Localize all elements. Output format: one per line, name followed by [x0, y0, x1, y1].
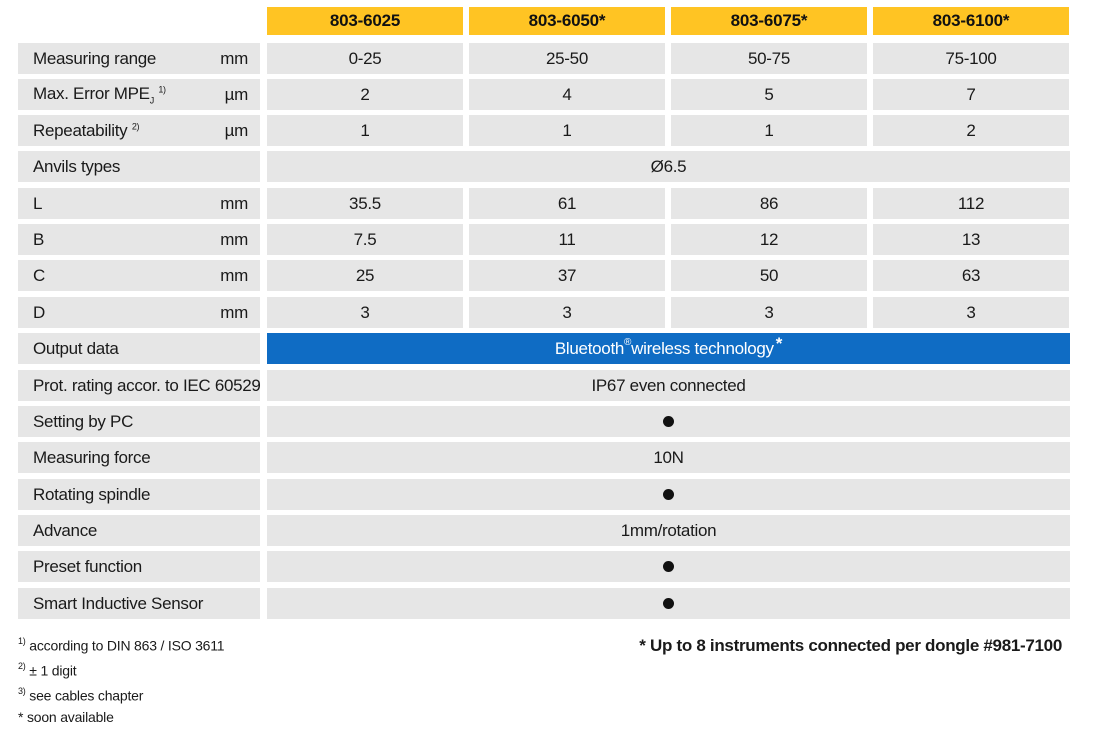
table-cell: 25: [267, 260, 463, 291]
footnote: [18, 682, 224, 707]
table-cell: 50: [671, 260, 867, 291]
table-cell: 2: [267, 79, 463, 110]
bluetooth-cell: [267, 333, 1070, 364]
bluetooth-rest-text: wireless technology: [631, 338, 774, 358]
row-label: [18, 43, 260, 74]
footnote: [18, 632, 224, 657]
table-cell: 25-50: [469, 43, 665, 74]
table-cell: 75-100: [873, 43, 1069, 74]
row-label-main: Repeatability: [33, 120, 128, 140]
table-cell: 7: [873, 79, 1069, 110]
footnote-mark: 2): [18, 661, 26, 672]
row-unit: µm: [224, 120, 248, 140]
row-unit: mm: [220, 229, 248, 249]
row-label-text: Advance: [33, 520, 98, 540]
table-cell: 37: [469, 260, 665, 291]
row-label: [18, 406, 260, 437]
footnote-mark: 3): [18, 686, 26, 697]
footnotes: [18, 632, 224, 729]
table-cell: 13: [873, 224, 1069, 255]
footnote-text: according to DIN 863 / ISO 3611: [25, 637, 225, 654]
row-label: [18, 188, 260, 219]
table-cell: 1: [469, 115, 665, 146]
row-label: [18, 442, 260, 473]
row-label-text: Prot. rating accor. to IEC 60529: [33, 375, 261, 395]
table-cell: 112: [873, 188, 1069, 219]
row-label: [18, 551, 260, 582]
table-cell: 7.5: [267, 224, 463, 255]
row-label-text: Measuring force: [33, 447, 151, 467]
footnote-mark: 1): [18, 636, 26, 646]
table-cell: 3: [469, 297, 665, 328]
row-label: [18, 115, 260, 146]
row-label-text: Rotating spindle: [33, 484, 151, 504]
table-cell-span: IP67 even connected: [267, 370, 1070, 401]
bluetooth-text: Bluetooth: [554, 338, 625, 358]
footnote-text: soon available: [23, 709, 114, 726]
table-cell-span: [267, 479, 1070, 510]
row-label-text: D: [33, 302, 45, 322]
row-label-text: B: [33, 229, 45, 249]
table-cell: 1: [267, 115, 463, 146]
row-label: [18, 515, 260, 546]
row-label-text: Smart Inductive Sensor: [33, 593, 204, 613]
row-label-main: Max. Error MPE: [33, 83, 150, 103]
table-cell: 86: [671, 188, 867, 219]
table-cell-span: 1mm/rotation: [267, 515, 1070, 546]
row-unit: µm: [224, 84, 248, 104]
table-cell: 2: [873, 115, 1069, 146]
asterisk-mark: *: [775, 333, 783, 353]
row-label: [18, 588, 260, 619]
table-cell: 1: [671, 115, 867, 146]
table-cell: 3: [873, 297, 1069, 328]
row-label: [18, 151, 260, 182]
row-label-text: C: [33, 265, 45, 285]
row-unit: mm: [220, 48, 248, 68]
row-label-text: [33, 121, 139, 141]
table-cell: 12: [671, 224, 867, 255]
row-unit: mm: [220, 193, 248, 213]
table-cell: 50-75: [671, 43, 867, 74]
column-header-803-6100: 803-6100*: [873, 7, 1069, 35]
footnote: [18, 707, 224, 729]
table-cell: 3: [671, 297, 867, 328]
row-label-text: Setting by PC: [33, 411, 134, 431]
table-cell: 4: [469, 79, 665, 110]
column-header-803-6075: 803-6075*: [671, 7, 867, 35]
footnote: [18, 657, 224, 682]
footnote-ref: 1): [158, 84, 166, 95]
bullet-dot-icon: [663, 416, 674, 427]
registered-mark: ®: [624, 337, 632, 348]
table-cell-span: [267, 588, 1070, 619]
row-label: [18, 370, 260, 401]
table-cell: 63: [873, 260, 1069, 291]
table-cell-span: [267, 406, 1070, 437]
table-cell: 3: [267, 297, 463, 328]
table-cell: 0-25: [267, 43, 463, 74]
row-unit: mm: [220, 265, 248, 285]
row-label: [18, 260, 260, 291]
row-label-text: [33, 84, 166, 105]
row-label-text: Anvils types: [33, 156, 121, 176]
row-label-text: L: [33, 193, 43, 213]
row-label-text: Measuring range: [33, 48, 157, 68]
row-label: [18, 479, 260, 510]
row-label: [18, 297, 260, 328]
row-label: [18, 79, 260, 110]
column-header-803-6050: 803-6050*: [469, 7, 665, 35]
bullet-dot-icon: [663, 489, 674, 500]
footnote-mark: *: [18, 709, 24, 726]
dongle-note: * Up to 8 instruments connected per dongle #981-7100: [639, 636, 1062, 655]
row-label-text: Preset function: [33, 556, 142, 576]
table-cell-span: [267, 551, 1070, 582]
table-cell: 11: [469, 224, 665, 255]
table-cell: 5: [671, 79, 867, 110]
row-label: [18, 224, 260, 255]
row-unit: mm: [220, 302, 248, 322]
row-label-subscript: J: [149, 95, 154, 106]
table-cell-span: Ø6.5: [267, 151, 1070, 182]
table-cell: 61: [469, 188, 665, 219]
row-label-text: Output data: [33, 338, 119, 358]
footnote-ref: 2): [131, 120, 140, 131]
footnote-text: ± 1 digit: [25, 662, 77, 679]
column-header-803-6025: 803-6025: [267, 7, 463, 35]
bullet-dot-icon: [663, 561, 674, 572]
bullet-dot-icon: [663, 598, 674, 609]
table-cell: 35.5: [267, 188, 463, 219]
footnote-text: see cables chapter: [25, 687, 144, 704]
table-cell-span: 10N: [267, 442, 1070, 473]
row-label: [18, 333, 260, 364]
